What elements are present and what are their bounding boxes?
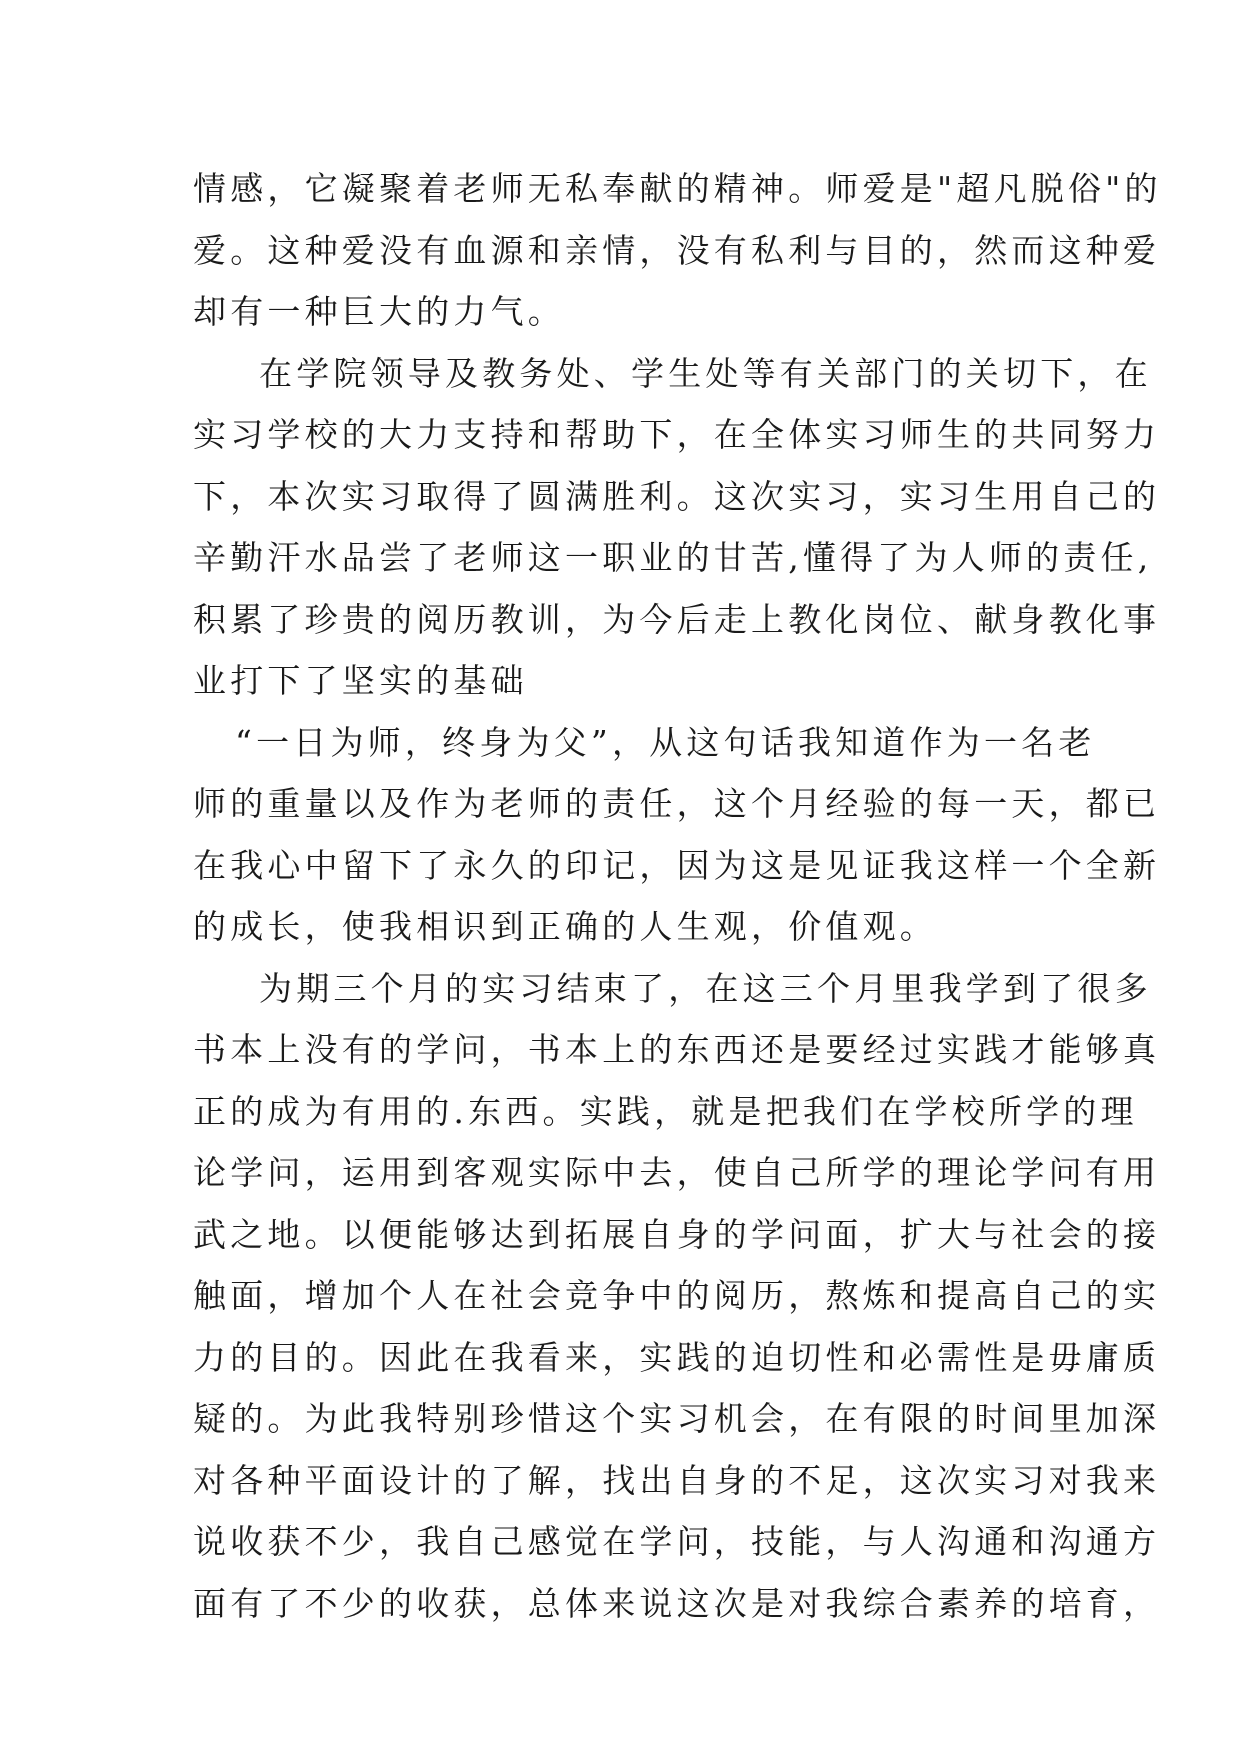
text-line: 力的目的。因此在我看来，实践的迫切性和必需性是毋庸质 [193, 1337, 1161, 1377]
text-line: 业打下了坚实的基础 [193, 661, 528, 700]
text-line: 疑的。为此我特别珍惜这个实习机会，在有限的时间里加深 [193, 1399, 1161, 1438]
text-line: 积累了珍贵的阅历教训，为今后走上教化岗位、献身教化事 [193, 599, 1161, 639]
text-line: 面有了不少的收获，总体来说这次是对我综合素养的培育， [193, 1583, 1161, 1623]
text-line: 对各种平面设计的了解，找出自身的不足，这次实习对我来 [193, 1460, 1161, 1500]
text-line: 在我心中留下了永久的印记，因为这是见证我这样一个全新 [193, 845, 1161, 885]
text-line: 论学问，运用到客观实际中去，使自己所学的理论学问有用 [193, 1153, 1161, 1192]
text-line: 实习学校的大力支持和帮助下，在全体实习师生的共同努力 [193, 415, 1161, 454]
text-line: 师的重量以及作为老师的责任，这个月经验的每一天，都已 [193, 784, 1161, 823]
paragraph-first-line: 为期三个月的实习结束了，在这三个月里我学到了很多 [259, 968, 1152, 1008]
text-line: 触面，增加个人在社会竞争中的阅历，熬炼和提高自己的实 [193, 1276, 1161, 1315]
text-line: 却有一种巨大的力气。 [193, 292, 565, 331]
text-line: 的成长，使我相识到正确的人生观，价值观。 [193, 907, 937, 946]
text-line: 爱。这种爱没有血源和亲情，没有私利与目的，然而这种爱 [193, 230, 1161, 270]
text-line: 武之地。以便能够达到拓展自身的学问面，扩大与社会的接 [193, 1214, 1161, 1254]
text-line: 辛勤汗水品尝了老师这一职业的甘苦,懂得了为人师的责任, [193, 538, 1153, 577]
text-line: 下，本次实习取得了圆满胜利。这次实习，实习生用自己的 [193, 476, 1161, 516]
paragraph-first-line: 在学院领导及教务处、学生处等有关部门的关切下，在 [259, 353, 1152, 393]
text-line: 说收获不少，我自己感觉在学问，技能，与人沟通和沟通方 [193, 1522, 1161, 1561]
body-text [193, 158, 1162, 1634]
text-line: 正的成为有用的.东西。实践，就是把我们在学校所学的理 [193, 1091, 1138, 1131]
text-line: 情感，它凝聚着老师无私奉献的精神。师爱是"超凡脱俗"的 [193, 169, 1162, 208]
text-line: 书本上没有的学问，书本上的东西还是要经过实践才能够真 [193, 1030, 1161, 1069]
paragraph-first-line: “一日为师，终身为父”，从这句话我知道作为一名老 [235, 722, 1096, 762]
